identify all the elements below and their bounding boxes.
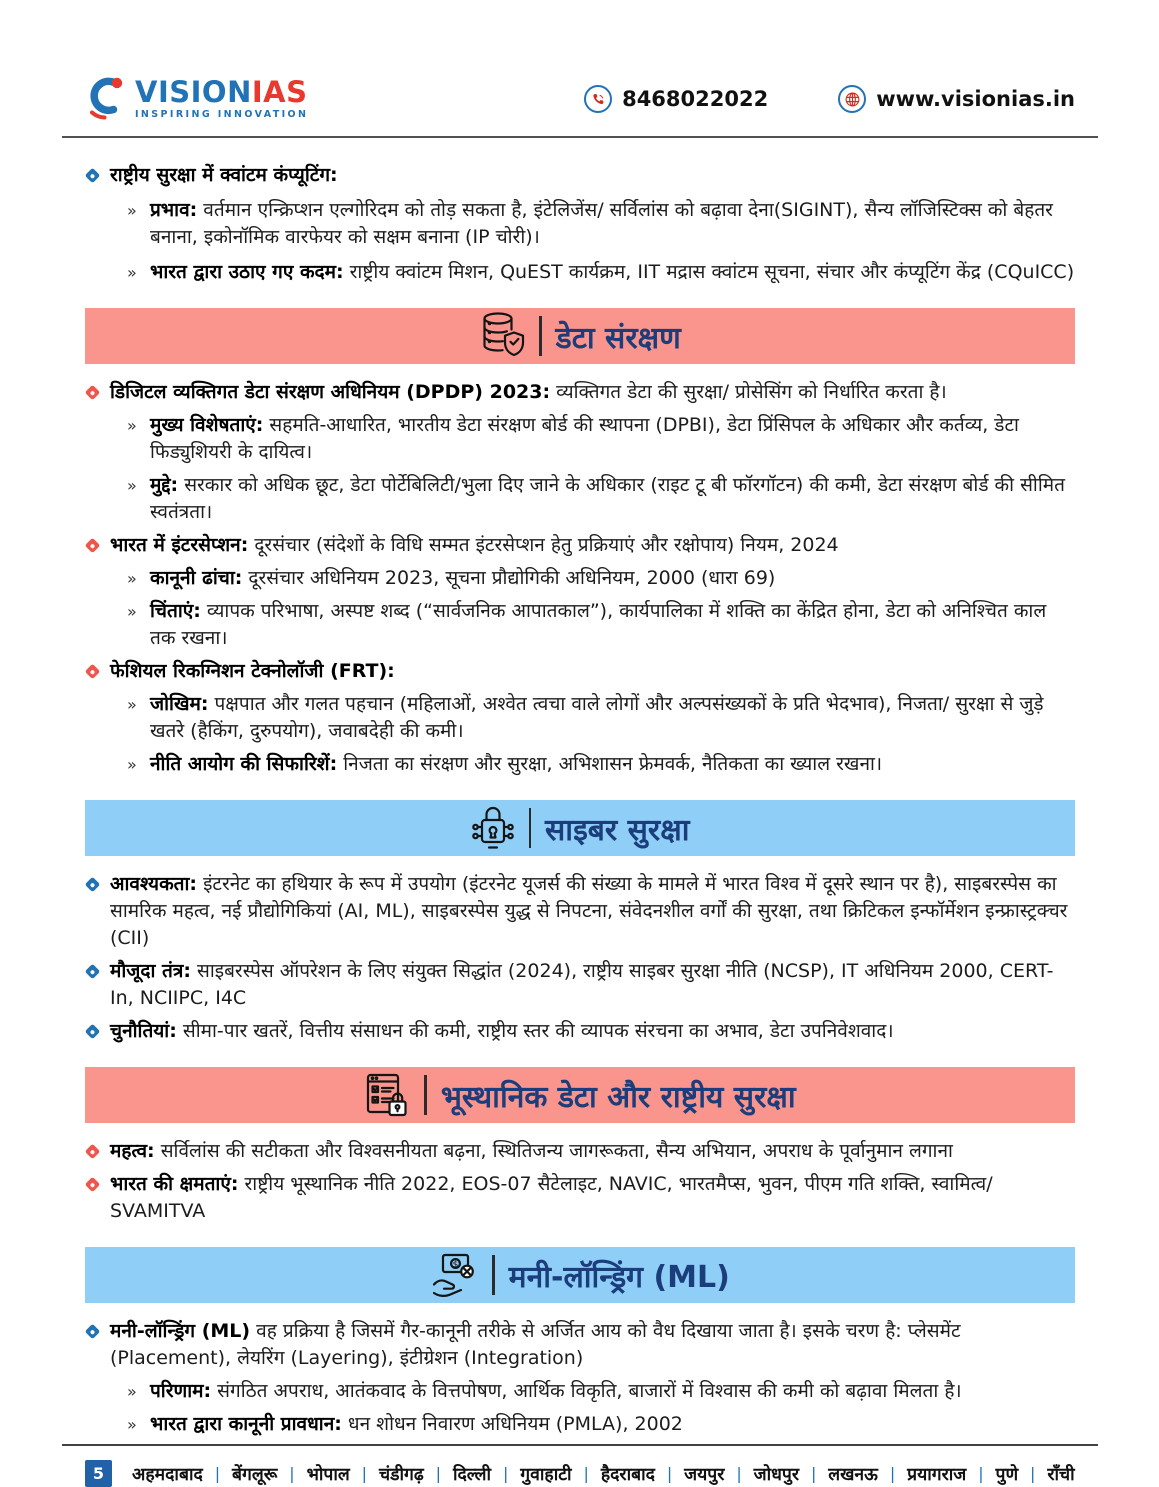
sub-bullet-lead: जोखिम:	[150, 693, 209, 715]
geospatial-lock-icon	[364, 1070, 410, 1120]
sub-bullet-text: प्रभाव: वर्तमान एन्क्रिप्शन एल्गोरिदम को तोड़ सकता है, इंटेलिजेंस/ सर्विलांस को बढ़ावा देना(SIGINT), सैन्य लॉजिस्टिक्स को बेहतर बनाना, इकोनॉमिक वारफेयर को सक्षम बनाना (IP चोरी)।	[150, 199, 1053, 248]
sub-bullet-item	[125, 472, 1075, 526]
city-separator: |	[502, 1464, 509, 1483]
diamond-bullet-icon	[85, 1177, 101, 1193]
bullet-lead: चुनौतियां:	[110, 1020, 177, 1042]
sub-bullet-lead: मुद्दे:	[150, 474, 179, 496]
bullet-lead: आवश्यकता:	[110, 873, 198, 895]
diamond-bullet-icon	[85, 664, 101, 680]
sub-bullet-text: भारत द्वारा उठाए गए कदम: राष्ट्रीय क्वांटम मिशन, QuEST कार्यक्रम, IIT मद्रास क्वांटम सूचना, संचार और कंप्यूटिंग केंद्र (CQuICC)	[150, 261, 1075, 283]
bullet-item	[85, 1138, 1075, 1165]
page-number-badge: 5	[85, 1460, 112, 1487]
footer-divider	[62, 1444, 1098, 1446]
website-url[interactable]: www.visionias.in	[876, 87, 1075, 111]
chevron-bullet-icon: »	[127, 263, 137, 282]
bullet-item	[85, 958, 1075, 1012]
city-separator: |	[736, 1464, 742, 1483]
footer-city: हैदराबाद	[600, 1464, 655, 1485]
bullet-text: महत्व: सर्विलांस की सटीकता और विश्वसनीयता बढ़ना, स्थितिजन्य जागरूकता, सैन्य अभियान, अपराध के पूर्वानुमान लगाना	[110, 1140, 953, 1162]
logo-text	[135, 75, 309, 121]
footer-city: बेंगलूरू	[232, 1464, 278, 1485]
sub-bullet-item	[125, 565, 1075, 592]
sub-bullet-item	[125, 259, 1075, 286]
logo-swoosh-icon	[85, 74, 127, 124]
sub-bullet-lead: नीति आयोग की सिफारिशें:	[150, 753, 338, 775]
lock-circuit-icon	[471, 803, 515, 853]
city-separator: |	[361, 1464, 368, 1483]
diamond-bullet-icon	[85, 168, 101, 184]
sub-bullet-item	[125, 197, 1075, 251]
bullet-lead: फेशियल रिकग्निशन टेक्नोलॉजी (FRT):	[110, 660, 395, 682]
section-title: डेटा संरक्षण	[555, 320, 681, 356]
footer-city: जयपुर	[684, 1464, 725, 1485]
diamond-bullet-icon	[85, 1324, 101, 1340]
bullet-item	[85, 1018, 1075, 1045]
city-separator: |	[583, 1464, 589, 1483]
sub-bullet-item	[125, 598, 1075, 652]
money-laundering-icon	[430, 1251, 478, 1299]
city-separator: |	[810, 1464, 817, 1483]
bullet-text: मौजूदा तंत्र: साइबरस्पेस ऑपरेशन के लिए संयुक्त सिद्धांत (2024), राष्ट्रीय साइबर सुरक्षा नीति (NCSP), IT अधिनियम 2000, CERT-In, NCIIPC, I4C	[110, 960, 1054, 1009]
bullet-text: चुनौतियां: सीमा-पार खतरें, वित्तीय संसाधन की कमी, राष्ट्रीय स्तर की व्यापक संरचना का अभाव, डेटा उपनिवेशवाद।	[110, 1020, 894, 1042]
footer-city: राँची	[1047, 1464, 1075, 1485]
bullet-lead: महत्व:	[110, 1140, 155, 1162]
bullet-text	[110, 162, 1075, 189]
sub-bullet-lead: कानूनी ढांचा:	[150, 567, 243, 589]
section-banner	[85, 800, 1075, 856]
sub-bullet-lead: मुख्य विशेषताएं:	[150, 414, 264, 436]
section-title: साइबर सुरक्षा	[545, 812, 690, 848]
section-title: मनी-लॉन्ड्रिंग (ML)	[508, 1259, 730, 1295]
bullet-text: भारत में इंटरसेप्शन: दूरसंचार (संदेशों के विधि सम्मत इंटरसेप्शन हेतु प्रक्रियाएं और रक्षोपाय) नियम, 2024	[110, 534, 839, 556]
phone-icon	[584, 85, 612, 113]
sub-bullet-item	[125, 412, 1075, 466]
city-separator: |	[978, 1464, 984, 1483]
logo-ias: IAS	[251, 75, 308, 110]
sections	[85, 138, 1075, 1444]
footer-city: दिल्ली	[452, 1464, 492, 1485]
section	[85, 1067, 1075, 1225]
visionias-logo	[85, 74, 308, 124]
chevron-bullet-icon: »	[127, 476, 137, 495]
bullet-item	[85, 379, 1075, 406]
bullet-text: मनी-लॉन्ड्रिंग (ML) वह प्रक्रिया है जिसमें गैर-कानूनी तरीके से अर्जित आय को वैध दिखाया जाता है। इसके चरण है: प्लेसमेंट (Placement), लेयरिंग (Layering), इंटीग्रेशन (Integration)	[110, 1320, 961, 1369]
city-separator: |	[214, 1464, 221, 1483]
bullet-lead: मौजूदा तंत्र:	[110, 960, 191, 982]
bullet-lead: भारत की क्षमताएं:	[110, 1173, 239, 1195]
sub-bullet-item	[125, 751, 1075, 778]
footer	[85, 1444, 1075, 1487]
bullet-lead: मनी-लॉन्ड्रिंग (ML)	[110, 1320, 251, 1342]
city-separator: |	[889, 1464, 896, 1483]
sub-bullet-text: जोखिम: पक्षपात और गलत पहचान (महिलाओं, अश्वेत त्वचा वाले लोगों और अल्पसंख्यकों के प्रति भेदभाव), निजता/ सुरक्षा से जुड़े खतरे (हैकिंग, दुरुपयोग), जवाबदेही की कमी।	[150, 693, 1044, 742]
chevron-bullet-icon: »	[127, 1415, 137, 1434]
footer-city: अहमदाबाद	[132, 1464, 203, 1485]
logo-tagline: INSPIRING INNOVATION	[135, 109, 309, 121]
bullet-lead: राष्ट्रीय सुरक्षा में क्वांटम कंप्यूटिंग:	[110, 164, 338, 186]
bullet-lead: डिजिटल व्यक्तिगत डेटा संरक्षण अधिनियम (DPDP) 2023:	[110, 381, 551, 403]
city-separator: |	[1030, 1464, 1036, 1483]
sub-bullet-text: मुख्य विशेषताएं: सहमति-आधारित, भारतीय डेटा संरक्षण बोर्ड की स्थापना (DPBI), डेटा प्रिंसिपल के अधिकार और कर्तव्य, डेटा फिड्युशियरी के दायित्व।	[150, 414, 1019, 463]
footer-city: पुणे	[995, 1464, 1019, 1485]
diamond-bullet-icon	[85, 1144, 101, 1160]
bullet-text: डिजिटल व्यक्तिगत डेटा संरक्षण अधिनियम (DPDP) 2023: व्यक्तिगत डेटा की सुरक्षा/ प्रोसेसिंग को निर्धारित करता है।	[110, 381, 947, 403]
sub-bullet-lead: भारत द्वारा कानूनी प्रावधान:	[150, 1413, 342, 1435]
section-title: भूस्थानिक डेटा और राष्ट्रीय सुरक्षा	[440, 1079, 796, 1115]
diamond-bullet-icon	[85, 1024, 101, 1040]
chevron-bullet-icon: »	[127, 201, 137, 220]
chevron-bullet-icon: »	[127, 1382, 137, 1401]
footer-city: भोपाल	[306, 1464, 350, 1485]
bullet-item	[85, 162, 1075, 189]
bullet-text: भारत की क्षमताएं: राष्ट्रीय भूस्थानिक नीति 2022, EOS-07 सैटेलाइट, NAVIC, भारतमैप्स, भुवन, पीएम गति शक्ति, स्वामित्व/ SVAMITVA	[110, 1173, 993, 1222]
logo-vision: VISION	[135, 75, 252, 110]
banner-divider-line	[492, 1255, 495, 1295]
sub-bullet-lead: परिणाम:	[150, 1380, 212, 1402]
section	[85, 1247, 1075, 1438]
banner-divider-line	[424, 1075, 427, 1115]
banner-divider-line	[529, 808, 532, 848]
footer-cities	[132, 1462, 1075, 1486]
bullet-text	[110, 658, 1075, 685]
section	[85, 308, 1075, 778]
sub-bullet-text: नीति आयोग की सिफारिशें: निजता का संरक्षण और सुरक्षा, अभिशासन फ्रेमवर्क, नैतिकता का ख्याल रखना।	[150, 753, 883, 775]
sub-bullet-item	[125, 1378, 1075, 1405]
chevron-bullet-icon: »	[127, 695, 137, 714]
header	[85, 76, 1075, 122]
footer-city: गुवाहाटी	[520, 1464, 572, 1485]
sub-bullet-lead: प्रभाव:	[150, 199, 198, 221]
chevron-bullet-icon: »	[127, 569, 137, 588]
section	[85, 800, 1075, 1045]
sub-bullet-text: भारत द्वारा कानूनी प्रावधान: धन शोधन निवारण अधिनियम (PMLA), 2002	[150, 1413, 683, 1435]
phone-contact	[584, 85, 768, 113]
sub-bullet-lead: चिंताएं:	[150, 600, 201, 622]
footer-city: प्रयागराज	[907, 1464, 967, 1485]
city-separator: |	[289, 1464, 295, 1483]
section-banner	[85, 308, 1075, 364]
bullet-item	[85, 1318, 1075, 1372]
city-separator: |	[435, 1464, 442, 1483]
chevron-bullet-icon: »	[127, 416, 137, 435]
sub-bullet-item	[125, 1411, 1075, 1438]
footer-city: लखनऊ	[828, 1464, 878, 1485]
footer-row	[85, 1460, 1075, 1487]
logo-name	[135, 75, 307, 109]
bullet-item	[85, 1171, 1075, 1225]
footer-city: चंडीगढ़	[378, 1464, 424, 1485]
sub-bullet-lead: भारत द्वारा उठाए गए कदम:	[150, 261, 344, 283]
globe-icon	[838, 85, 866, 113]
sub-bullet-item	[125, 691, 1075, 745]
sub-bullet-text: कानूनी ढांचा: दूरसंचार अधिनियम 2023, सूचना प्रौद्योगिकी अधिनियम, 2000 (धारा 69)	[150, 567, 776, 589]
header-contact	[584, 85, 1075, 113]
sub-bullet-text: परिणाम: संगठित अपराध, आतंकवाद के वित्तपोषण, आर्थिक विकृति, बाजारों में विश्वास की कमी को बढ़ावा मिलता है।	[150, 1380, 962, 1402]
website-contact	[838, 85, 1075, 113]
banner-divider-line	[539, 316, 542, 356]
bullet-item	[85, 871, 1075, 952]
phone-number[interactable]: 8468022022	[622, 87, 769, 111]
bullet-lead: भारत में इंटरसेप्शन:	[110, 534, 249, 556]
section-banner	[85, 1247, 1075, 1303]
section-banner	[85, 1067, 1075, 1123]
sub-bullet-text: चिंताएं: व्यापक परिभाषा, अस्पष्ट शब्द (“सार्वजनिक आपातकाल”), कार्यपालिका में शक्ति का केंद्रित होना, डेटा को अनिश्चित काल तक रखना।	[150, 600, 1047, 649]
diamond-bullet-icon	[85, 538, 101, 554]
sub-bullet-text: मुद्दे: सरकार को अधिक छूट, डेटा पोर्टेबिलिटी/भुला दिए जाने के अधिकार (राइट टू बी फॉरगॉटन) की कमी, डेटा संरक्षण बोर्ड की सीमित स्वतंत्रता।	[150, 474, 1065, 523]
section	[85, 162, 1075, 286]
city-separator: |	[666, 1464, 673, 1483]
chevron-bullet-icon: »	[127, 755, 137, 774]
diamond-bullet-icon	[85, 385, 101, 401]
database-shield-icon	[479, 311, 525, 361]
svg-text:$: $	[452, 1260, 459, 1270]
bullet-item	[85, 658, 1075, 685]
diamond-bullet-icon	[85, 877, 101, 893]
bullet-item	[85, 532, 1075, 559]
footer-city: जोधपुर	[753, 1464, 800, 1485]
chevron-bullet-icon: »	[127, 602, 137, 621]
bullet-text: आवश्यकता: इंटरनेट का हथियार के रूप में उपयोग (इंटरनेट यूजर्स की संख्या के मामले में भारत विश्व में दूसरे स्थान पर है), साइबरस्पेस का सामरिक महत्व, नई प्रौद्योगिकियां (AI, ML), साइबरस्पेस युद्ध से निपटना, संवेदनशील वर्गों की सुरक्षा, तथा क्रिटिकल इन्फॉर्मेशन इन्फ्रास्ट्रक्चर (CII)	[110, 873, 1068, 949]
diamond-bullet-icon	[85, 964, 101, 980]
